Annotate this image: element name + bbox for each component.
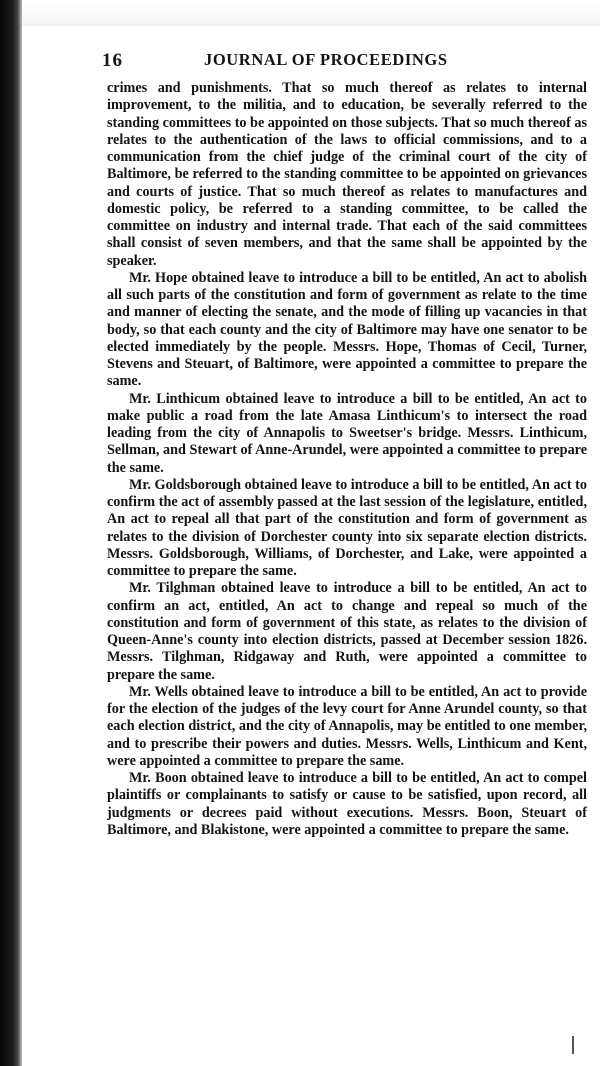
journal-body (107, 80, 587, 839)
paragraph-goldsborough-bill: Mr. Goldsborough obtained leave to introduce a bill to be entitled, An act to confirm the act of assembly passed at the last session of the legislature, entitled, An act to repeal all that part of the constitution and form of government as relates to the division of Dorchester county into six separate election districts. Messrs. Goldsborough, Williams, of Dorchester, and Lake, were appointed a committee to prepare the same. (107, 476, 587, 579)
paragraph-linthicum-bill: Mr. Linthicum obtained leave to introduce a bill to be entitled, An act to make public a road from the late Amasa Linthicum's to intersect the road leading from the city of Annapolis to Sweetser's bridge. Messrs. Linthicum, Sellman, and Stewart of Anne-Arundel, were appointed a committee to prepare the same. (107, 390, 587, 476)
paragraph-hope-bill: Mr. Hope obtained leave to introduce a bill to be entitled, An act to abolish all such parts of the constitution and form of government as relate to the time and manner of electing the senate, and the mode of filling up vacancies in that body, so that each county and the city of Baltimore may have one senator to be elected immediately by the people. Messrs. Hope, Thomas of Cecil, Turner, Stevens and Steuart, of Baltimore, were appointed a committee to prepare the same. (107, 269, 587, 390)
paragraph-boon-bill: Mr. Boon obtained leave to introduce a bill to be entitled, An act to compel plaintiffs or complainants to satisfy or cause to be satisfied, upon record, all judgments or decrees paid without executions. Messrs. Boon, Steuart of Baltimore, and Blakistone, were appointed a committee to prepare the same. (107, 770, 587, 838)
paragraph-wells-bill: Mr. Wells obtained leave to introduce a bill to be entitled, An act to provide for the election of the judges of the levy court for Anne Arundel county, so that each election district, and the city of Annapolis, may be entitled to one member, and to prescribe their powers and duties. Messrs. Wells, Linthicum and Kent, were appointed a committee to prepare the same. (107, 683, 587, 769)
scan-artifact-mark (572, 1036, 574, 1054)
paragraph-tilghman-bill: Mr. Tilghman obtained leave to introduce a bill to be entitled, An act to confirm an act, entitled, An act to change and repeal so much of the constitution and form of government of this state, as relates to the division of Queen-Anne's county into election districts, passed at December session 1826. Messrs. Tilghman, Ridgaway and Ruth, were appointed a committee to prepare the same. (107, 580, 587, 683)
journal-page (32, 46, 587, 839)
page-number: 16 (102, 50, 123, 71)
page-header (32, 46, 558, 80)
running-title: JOURNAL OF PROCEEDINGS (204, 50, 448, 69)
paragraph-continued: crimes and punishments. That so much thereof as relates to internal improvement, to the militia, and to education, be severally referred to the standing committees to be appointed on those subjects. That so much thereof as relates to the authentication of the laws to official commissions, and to a communication from the chief judge of the criminal court of the city of Baltimore, be referred to the standing committee to be appointed on grievances and courts of justice. That so much thereof as relates to manufactures and domestic policy, be referred to a standing committee, to be called the committee on industry and internal trade. That each of the said committees shall consist of seven members, and that the same shall be appointed by the speaker. (107, 80, 587, 269)
scan-left-edge (0, 0, 22, 1066)
scan-top-margin (0, 0, 600, 26)
